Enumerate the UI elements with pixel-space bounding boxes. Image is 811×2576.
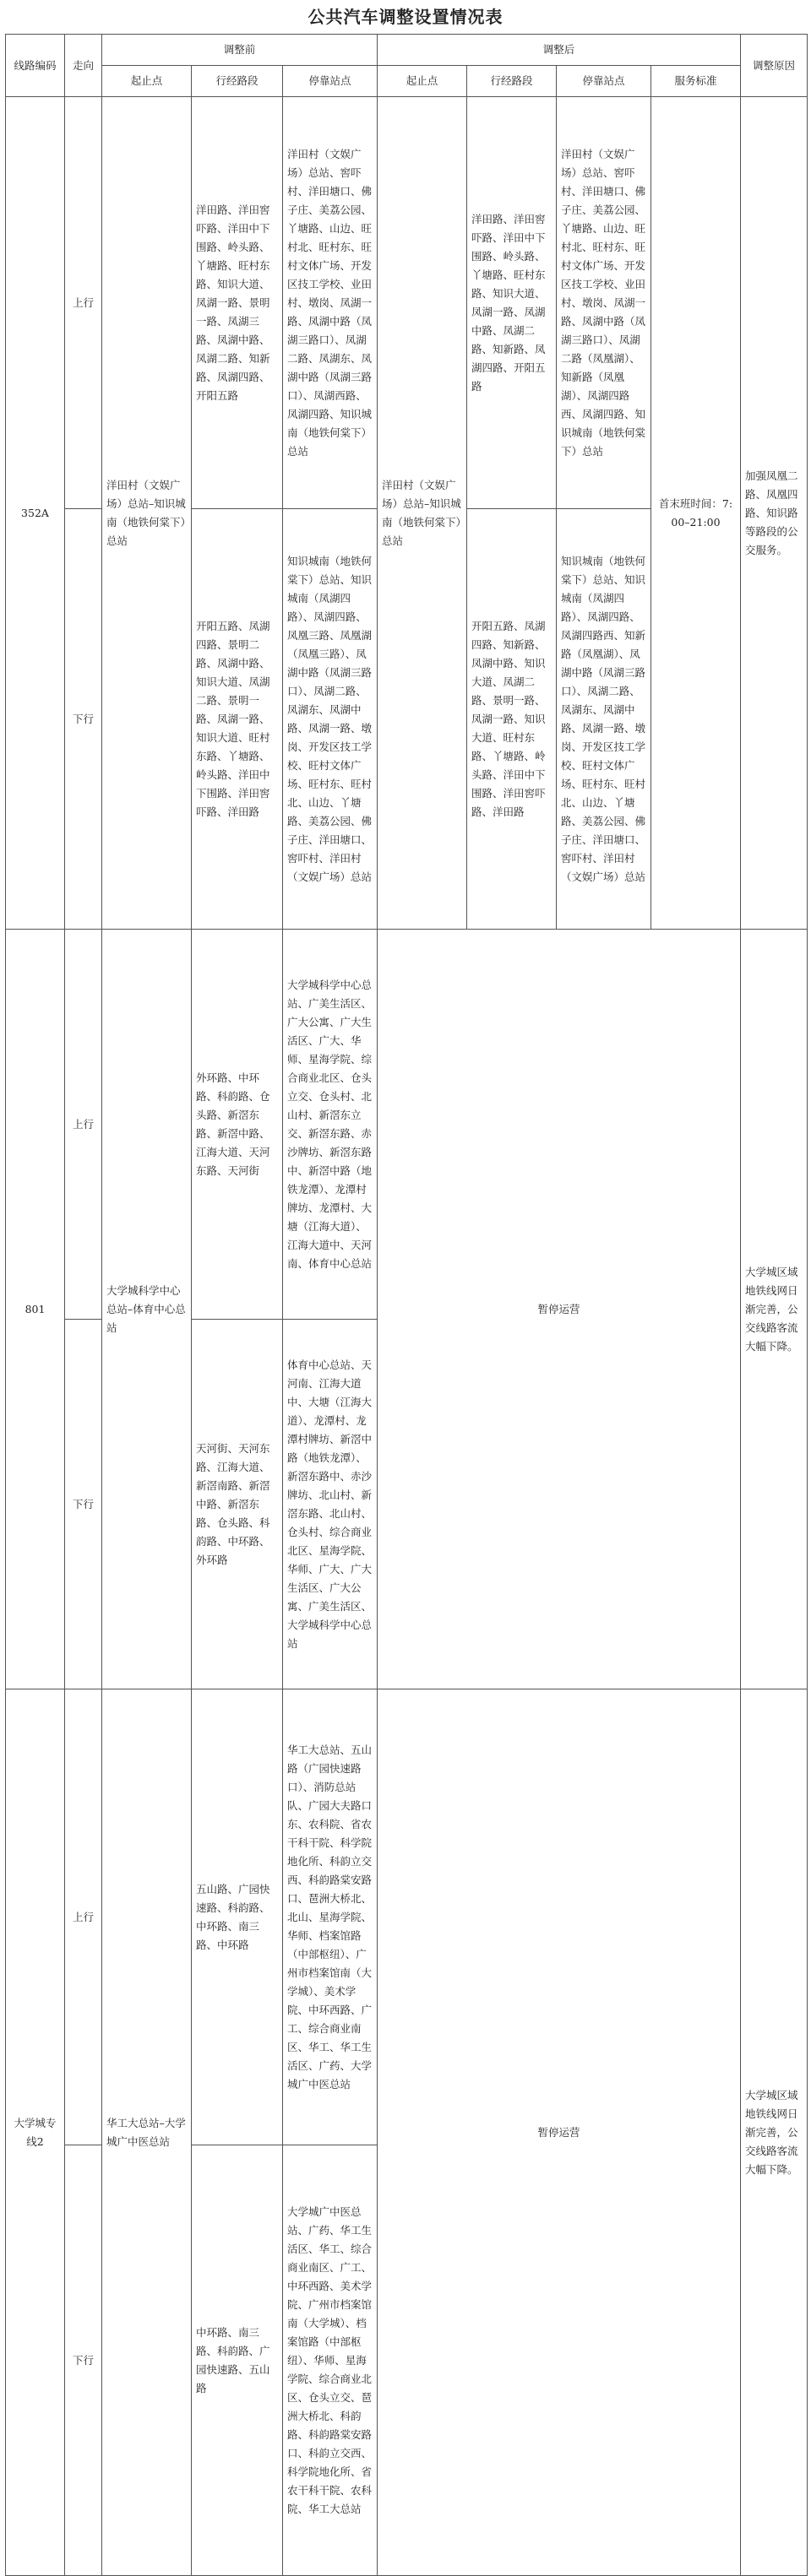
page-title: 公共汽车调整设置情况表 [308,7,503,27]
service-cell: 首末班时间：7:00–21:00 [651,97,741,930]
before-path-cell: 开阳五路、凤湖四路、景明二路、凤湖中路、知识大道、凤湖二路、景明一路、凤湖一路、知识大道、旺村东路、丫塘路、岭头路、洋田中下围路、洋田窖吓路、洋田路 [192,509,283,930]
header-before: 调整前 [102,35,378,66]
after-stops-cell: 洋田村（文娱广场）总站、窖吓村、洋田塘口、佛子庄、美荔公园、丫塘路、山边、旺村北、旺村东、旺村文体广场、开发区技工学校、业田村、墩岗、凤湖一路、凤湖中路（凤湖三路口）、凤湖二路（凤凰湖）、知新路（凤凰湖）、凤湖四路西、凤湖四路、知识城南（地铁何棠下）总站 [557,97,651,509]
direction-cell: 下行 [65,1320,102,1689]
header-route: 线路编码 [6,35,65,97]
suspended-cell: 暂停运营 [378,930,741,1689]
direction-cell: 上行 [65,1689,102,2145]
before-stops-cell: 知识城南（地铁何棠下）总站、知识城南（凤湖四路）、凤湖四路、凤凰三路、凤凰湖（凤凰三路）、凤湖中路（凤湖三路口）、凤湖二路、凤湖东、凤湖中路、凤湖一路、墩岗、开发区技工学校、旺村文体广场、旺村东、旺村北、山边、丫塘路、美荔公园、佛子庄、洋田塘口、窖吓村、洋田村（文娱广场）总站 [283,509,378,930]
header-row-1 [6,35,808,66]
adjustment-table [5,34,808,2576]
reason-cell: 大学城区域地铁线网日渐完善，公交线路客流大幅下降。 [741,930,808,1689]
direction-cell: 上行 [65,930,102,1320]
header-row-2 [6,66,808,97]
table-row [6,97,808,509]
route-code: 大学城专线2 [6,1689,65,2576]
route-code: 352A [6,97,65,930]
header-direction: 走向 [65,35,102,97]
header-after: 调整后 [378,35,741,66]
reason-cell: 大学城区域地铁线网日渐完善，公交线路客流大幅下降。 [741,1689,808,2576]
before-path-cell: 中环路、南三路、科韵路、广园快速路、五山路 [192,2145,283,2576]
before-endpoints-cell: 洋田村（文娱广场）总站–知识城南（地铁何棠下）总站 [102,97,192,930]
before-stops-cell: 华工大总站、五山路（广园快速路口）、消防总站队、广园大夫路口东、农科院、省农干科干院、科学院地化所、科韵立交西、科韵路棠安路口、琶洲大桥北、北山、星海学院、华师、档案馆路（中部枢纽）、广州市档案馆南（大学城）、美术学院、中环西路、广工、综合商业南区、华工、华工生活区、广药、大学城广中医总站 [283,1689,378,2145]
before-stops-cell: 大学城广中医总站、广药、华工生活区、华工、综合商业南区、广工、中环西路、美术学院、广州市档案馆南（大学城）、档案馆路（中部枢纽）、华师、星海学院、综合商业北区、仓头立交、琶洲大桥北、科韵路、科韵路棠安路口、科韵立交西、科学院地化所、省农干科干院、农科院、华工大总站 [283,2145,378,2576]
before-path-cell: 五山路、广园快速路、科韵路、中环路、南三路、中环路 [192,1689,283,2145]
after-path-cell: 开阳五路、凤湖四路、知新路、凤湖中路、知识大道、凤湖二路、景明一路、凤湖一路、知识大道、旺村东路、丫塘路、岭头路、洋田中下围路、洋田窖吓路、洋田路 [467,509,557,930]
header-after-path: 行经路段 [467,66,557,97]
before-path-cell: 洋田路、洋田窖吓路、洋田中下围路、岭头路、丫塘路、旺村东路、知识大道、凤湖一路、景明一路、凤湖三路、凤湖中路、凤湖二路、知新路、凤湖四路、开阳五路 [192,97,283,509]
table-row [6,1689,808,2145]
direction-cell: 下行 [65,509,102,930]
header-service: 服务标准 [651,66,741,97]
header-before-endpoints: 起止点 [102,66,192,97]
header-after-endpoints: 起止点 [378,66,467,97]
before-stops-cell: 体育中心总站、天河南、江海大道中、大塘（江海大道）、龙潭村、龙潭村牌坊、新滘中路（地铁龙潭）、新滘东路中、赤沙牌坊、北山村、新滘东路、北山村、仓头村、综合商业北区、星海学院、华师、广大、广大生活区、广大公寓、广美生活区、大学城科学中心总站 [283,1320,378,1689]
header-after-stops: 停靠站点 [557,66,651,97]
after-endpoints-cell: 洋田村（文娱广场）总站–知识城南（地铁何棠下）总站 [378,97,467,930]
after-path-cell: 洋田路、洋田窖吓路、洋田中下围路、岭头路、丫塘路、旺村东路、知识大道、凤湖一路、凤湖中路、凤湖二路、知新路、凤湖四路、开阳五路 [467,97,557,509]
suspended-cell: 暂停运营 [378,1689,741,2576]
direction-cell: 下行 [65,2145,102,2576]
header-before-stops: 停靠站点 [283,66,378,97]
direction-cell: 上行 [65,97,102,509]
after-stops-cell: 知识城南（地铁何棠下）总站、知识城南（凤湖四路）、凤湖四路、凤湖四路西、知新路（凤凰湖）、凤湖中路（凤湖三路口）、凤湖二路、凤湖东、凤湖中路、凤湖一路、墩岗、开发区技工学校、旺村文体广场、旺村东、旺村北、山边、丫塘路、美荔公园、佛子庄、洋田塘口、窖吓村、洋田村（文娱广场）总站 [557,509,651,930]
before-path-cell: 外环路、中环路、科韵路、仓头路、新滘东路、新滘中路、江海大道、天河东路、天河街 [192,930,283,1320]
header-reason: 调整原因 [741,35,808,97]
before-endpoints-cell: 华工大总站–大学城广中医总站 [102,1689,192,2576]
before-path-cell: 天河街、天河东路、江海大道、新滘南路、新滘中路、新滘东路、仓头路、科韵路、中环路、外环路 [192,1320,283,1689]
before-endpoints-cell: 大学城科学中心总站–体育中心总站 [102,930,192,1689]
before-stops-cell: 洋田村（文娱广场）总站、窖吓村、洋田塘口、佛子庄、美荔公园、丫塘路、山边、旺村北、旺村东、旺村文体广场、开发区技工学校、业田村、墩岗、凤湖一路、凤湖中路（凤湖三路口）、凤湖二路、凤湖东、凤湖中路（凤湖三路口）、凤湖西路、凤湖四路、知识城南（地铁何棠下）总站 [283,97,378,509]
before-stops-cell: 大学城科学中心总站、广美生活区、广大公寓、广大生活区、广大、华师、星海学院、综合商业北区、仓头立交、仓头村、北山村、新滘东立交、新滘东路、赤沙牌坊、新滘东路中、新滘中路（地铁龙潭）、龙潭村牌坊、龙潭村、大塘（江海大道）、江海大道中、天河南、体育中心总站 [283,930,378,1320]
reason-cell: 加强凤凰二路、凤凰四路、知识路等路段的公交服务。 [741,97,808,930]
header-before-path: 行经路段 [192,66,283,97]
table-row [6,930,808,1320]
route-code: 801 [6,930,65,1689]
